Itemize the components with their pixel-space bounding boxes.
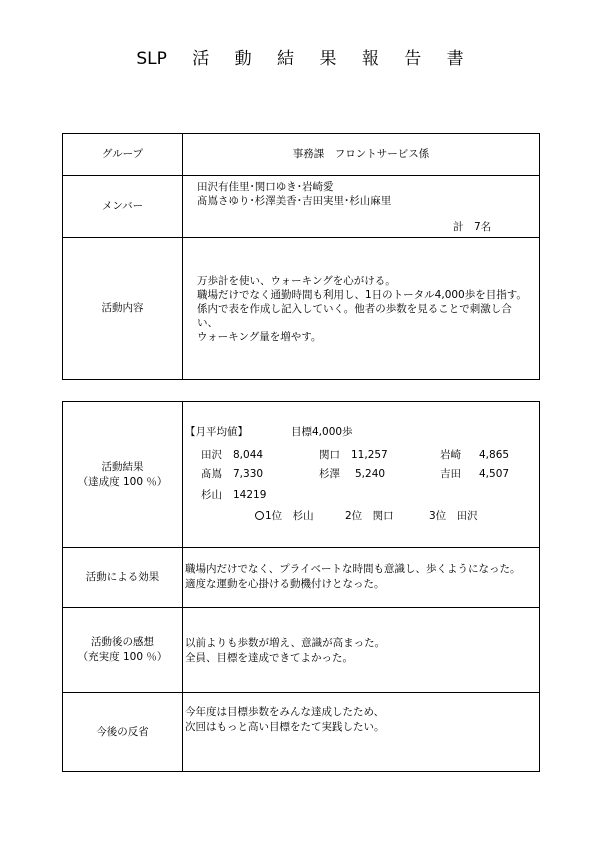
title-char: 報 xyxy=(361,49,379,69)
impression-label-line2: （充実度 100 ％） xyxy=(77,651,168,663)
effect-line: 職場内だけでなく、プライベートな時間も意識し、歩くようになった。 xyxy=(185,563,521,575)
activity-line: 係内で表を作成し記入していく。他者の歩数を見ることで刺激し合 xyxy=(197,303,512,315)
members-total: 計 7名 xyxy=(453,221,492,233)
step-name: 杉山 xyxy=(201,489,222,501)
activity-line: 万歩計を使い、ウォーキングを心がける。 xyxy=(197,275,396,287)
title-char: SLP xyxy=(136,49,167,69)
members-label: メンバー xyxy=(63,176,183,237)
members-line2: 髙嶌さゆり･杉澤美香･吉田実里･杉山麻里 xyxy=(197,195,392,207)
step-value: 4,507 xyxy=(479,468,510,480)
rank-third: 3位 田沢 xyxy=(429,510,478,522)
results-label xyxy=(63,402,183,547)
rank-first xyxy=(255,509,314,523)
results-header: 【月平均値】 xyxy=(185,426,248,438)
activity-line: い、 xyxy=(197,317,218,329)
results-label-line1: 活動結果 xyxy=(101,460,144,473)
members-line1: 田沢有佳里･関口ゆき･岩崎愛 xyxy=(197,181,334,193)
group-row xyxy=(63,134,539,175)
step-name: 杉澤 xyxy=(319,468,340,480)
step-name: 岩崎 xyxy=(440,449,461,461)
activity-line: ウォーキング量を増やす。 xyxy=(197,331,322,343)
reflection-label: 今後の反省 xyxy=(63,693,183,771)
effect-row xyxy=(63,547,539,607)
step-value: 4,865 xyxy=(479,449,510,461)
effect-label: 活動による効果 xyxy=(63,548,183,607)
results-label-line2: （達成度 100 ％） xyxy=(77,475,168,488)
group-info-table xyxy=(62,133,540,380)
title-char: 果 xyxy=(319,49,337,69)
results-row xyxy=(63,402,539,547)
impression-label-line1: 活動後の感想 xyxy=(91,636,154,648)
group-value: 事務課 フロントサービス係 xyxy=(292,148,430,160)
title-char: 活 xyxy=(192,49,210,69)
step-name: 田沢 xyxy=(201,449,222,461)
title-char: 動 xyxy=(234,49,252,69)
reflection-line: 今年度は目標歩数をみんな達成したため、 xyxy=(185,706,385,718)
title-char: 告 xyxy=(404,49,422,69)
group-label: グループ xyxy=(63,134,183,175)
crown-icon xyxy=(255,511,264,520)
activity-label: 活動内容 xyxy=(63,238,183,379)
title-char: 結 xyxy=(277,49,295,69)
members-row xyxy=(63,175,539,237)
impression-row xyxy=(63,607,539,692)
step-value: 11,257 xyxy=(351,449,388,461)
step-name: 吉田 xyxy=(440,468,461,480)
results-table xyxy=(62,401,540,772)
reflection-line: 次回はもっと高い目標をたて実践したい。 xyxy=(185,721,385,733)
impression-label xyxy=(63,608,183,692)
impression-line: 以前よりも歩数が増え、意識が高まった。 xyxy=(185,637,386,649)
step-name: 関口 xyxy=(319,449,340,461)
activity-line: 職場だけでなく通勤時間も利用し、1日のトータル4,000歩を目指す。 xyxy=(197,289,527,301)
rank-first-text: 1位 杉山 xyxy=(265,510,314,522)
results-goal: 目標4,000歩 xyxy=(291,426,353,438)
step-value: 5,240 xyxy=(355,468,386,480)
rank-second: 2位 関口 xyxy=(345,510,394,522)
reflection-row xyxy=(63,692,539,771)
effect-line: 適度な運動を心掛ける動機付けとなった。 xyxy=(185,578,385,590)
step-value: 7,330 xyxy=(233,468,264,480)
title-char: 書 xyxy=(446,49,464,69)
step-name: 髙嶌 xyxy=(201,468,222,480)
document-title xyxy=(0,44,600,69)
activity-row xyxy=(63,237,539,379)
step-value: 14219 xyxy=(233,489,267,501)
impression-line: 全員、目標を達成できてよかった。 xyxy=(185,652,353,664)
step-value: 8,044 xyxy=(233,449,264,461)
